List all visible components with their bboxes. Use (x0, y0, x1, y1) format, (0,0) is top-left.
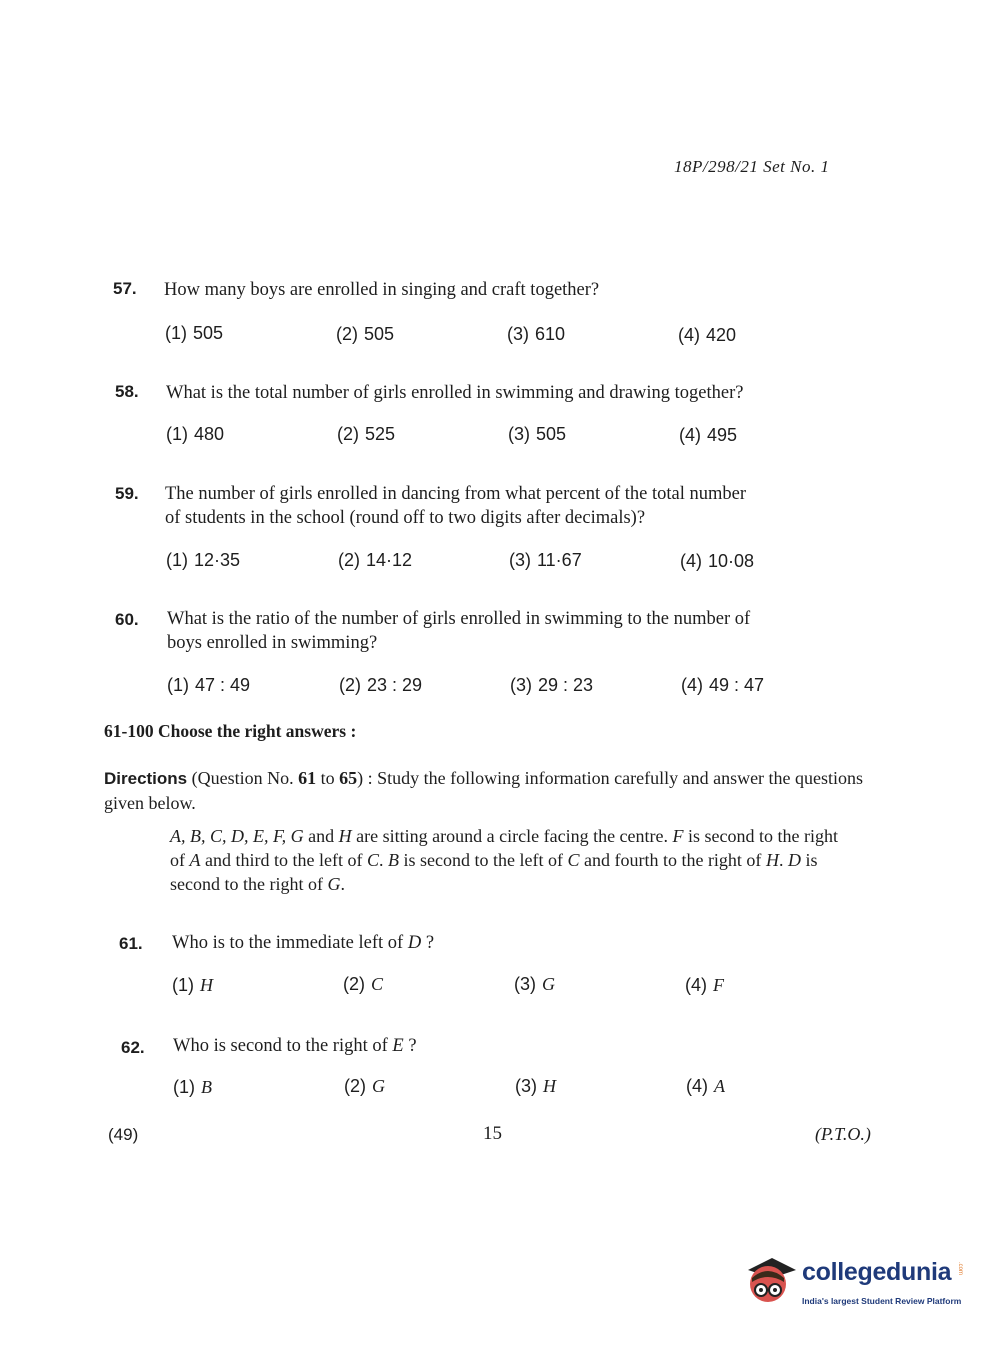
option: (1) 480 (166, 424, 225, 444)
page-number: 15 (483, 1123, 502, 1144)
option: (1) 505 (165, 323, 224, 343)
option: (3) 11·67 (509, 550, 582, 570)
option: (1) H (172, 975, 213, 995)
option: (4) 420 (678, 325, 737, 345)
puzzle-paragraph: A, B, C, D, E, F, G and H are sitting around a circle facing the centre. F is second to the right of A and third to the left of C. B is second to the left of C and fourth to the right of H. D is second to the right of G. (170, 826, 839, 894)
directions-paragraph: Directions (Question No. 61 to 65) : Study the following information carefully and answer the questions given below. (104, 768, 864, 813)
question-text-line2: of students in the school (round off to two digits after decimals)? (165, 508, 646, 528)
question-text-line1: The number of girls enrolled in dancing from what percent of the total number (165, 484, 747, 504)
option: (3) 610 (507, 324, 566, 344)
directions-label: Directions (104, 769, 188, 788)
option: (2) 525 (337, 424, 396, 444)
question-number: 62. (121, 1038, 145, 1057)
logo-name: collegedunia (802, 1258, 952, 1286)
option: (2) 23 : 29 (339, 675, 423, 695)
option: (3) 29 : 23 (510, 675, 594, 695)
collegedunia-logo (742, 1248, 967, 1318)
question-text-line2: boys enrolled in swimming? (167, 633, 378, 653)
option: (2) 505 (336, 324, 395, 344)
option: (4) 49 : 47 (681, 675, 765, 695)
option: (1) 12·35 (166, 550, 241, 570)
question-number: 57. (113, 279, 137, 298)
booklet-code: (49) (108, 1125, 139, 1144)
question-text: What is the total number of girls enrolled in swimming and drawing together? (166, 383, 744, 403)
question-number: 59. (115, 484, 139, 503)
option: (4) 495 (679, 425, 738, 445)
pto-marker: (P.T.O.) (815, 1124, 871, 1144)
option: (2) C (343, 974, 384, 994)
paper-code: 18P/298/21 Set No. 1 (674, 157, 830, 176)
question-text-line1: What is the ratio of the number of girls enrolled in swimming to the number of (167, 609, 751, 629)
option: (3) 505 (508, 424, 567, 444)
option: (3) H (515, 1076, 556, 1096)
option: (4) 10·08 (680, 551, 755, 571)
option: (4) A (686, 1076, 725, 1096)
question-number: 60. (115, 610, 139, 629)
option: (4) F (685, 975, 724, 995)
option: (1) 47 : 49 (167, 675, 251, 695)
logo-tagline: India's largest Student Review Platform (802, 1296, 962, 1306)
logo-suffix: .com (957, 1262, 963, 1276)
section-heading: 61-100 Choose the right answers : (104, 721, 357, 741)
question-text: Who is to the immediate left of D ? (172, 933, 435, 953)
question-number: 61. (119, 934, 143, 953)
option: (3) G (514, 974, 555, 994)
mascot-icon (742, 1248, 800, 1308)
option: (2) G (344, 1076, 385, 1096)
option: (1) B (173, 1077, 212, 1097)
question-text: How many boys are enrolled in singing and craft together? (164, 280, 600, 300)
question-number: 58. (115, 382, 139, 401)
question-text: Who is second to the right of E ? (173, 1036, 417, 1056)
option: (2) 14·12 (338, 550, 413, 570)
